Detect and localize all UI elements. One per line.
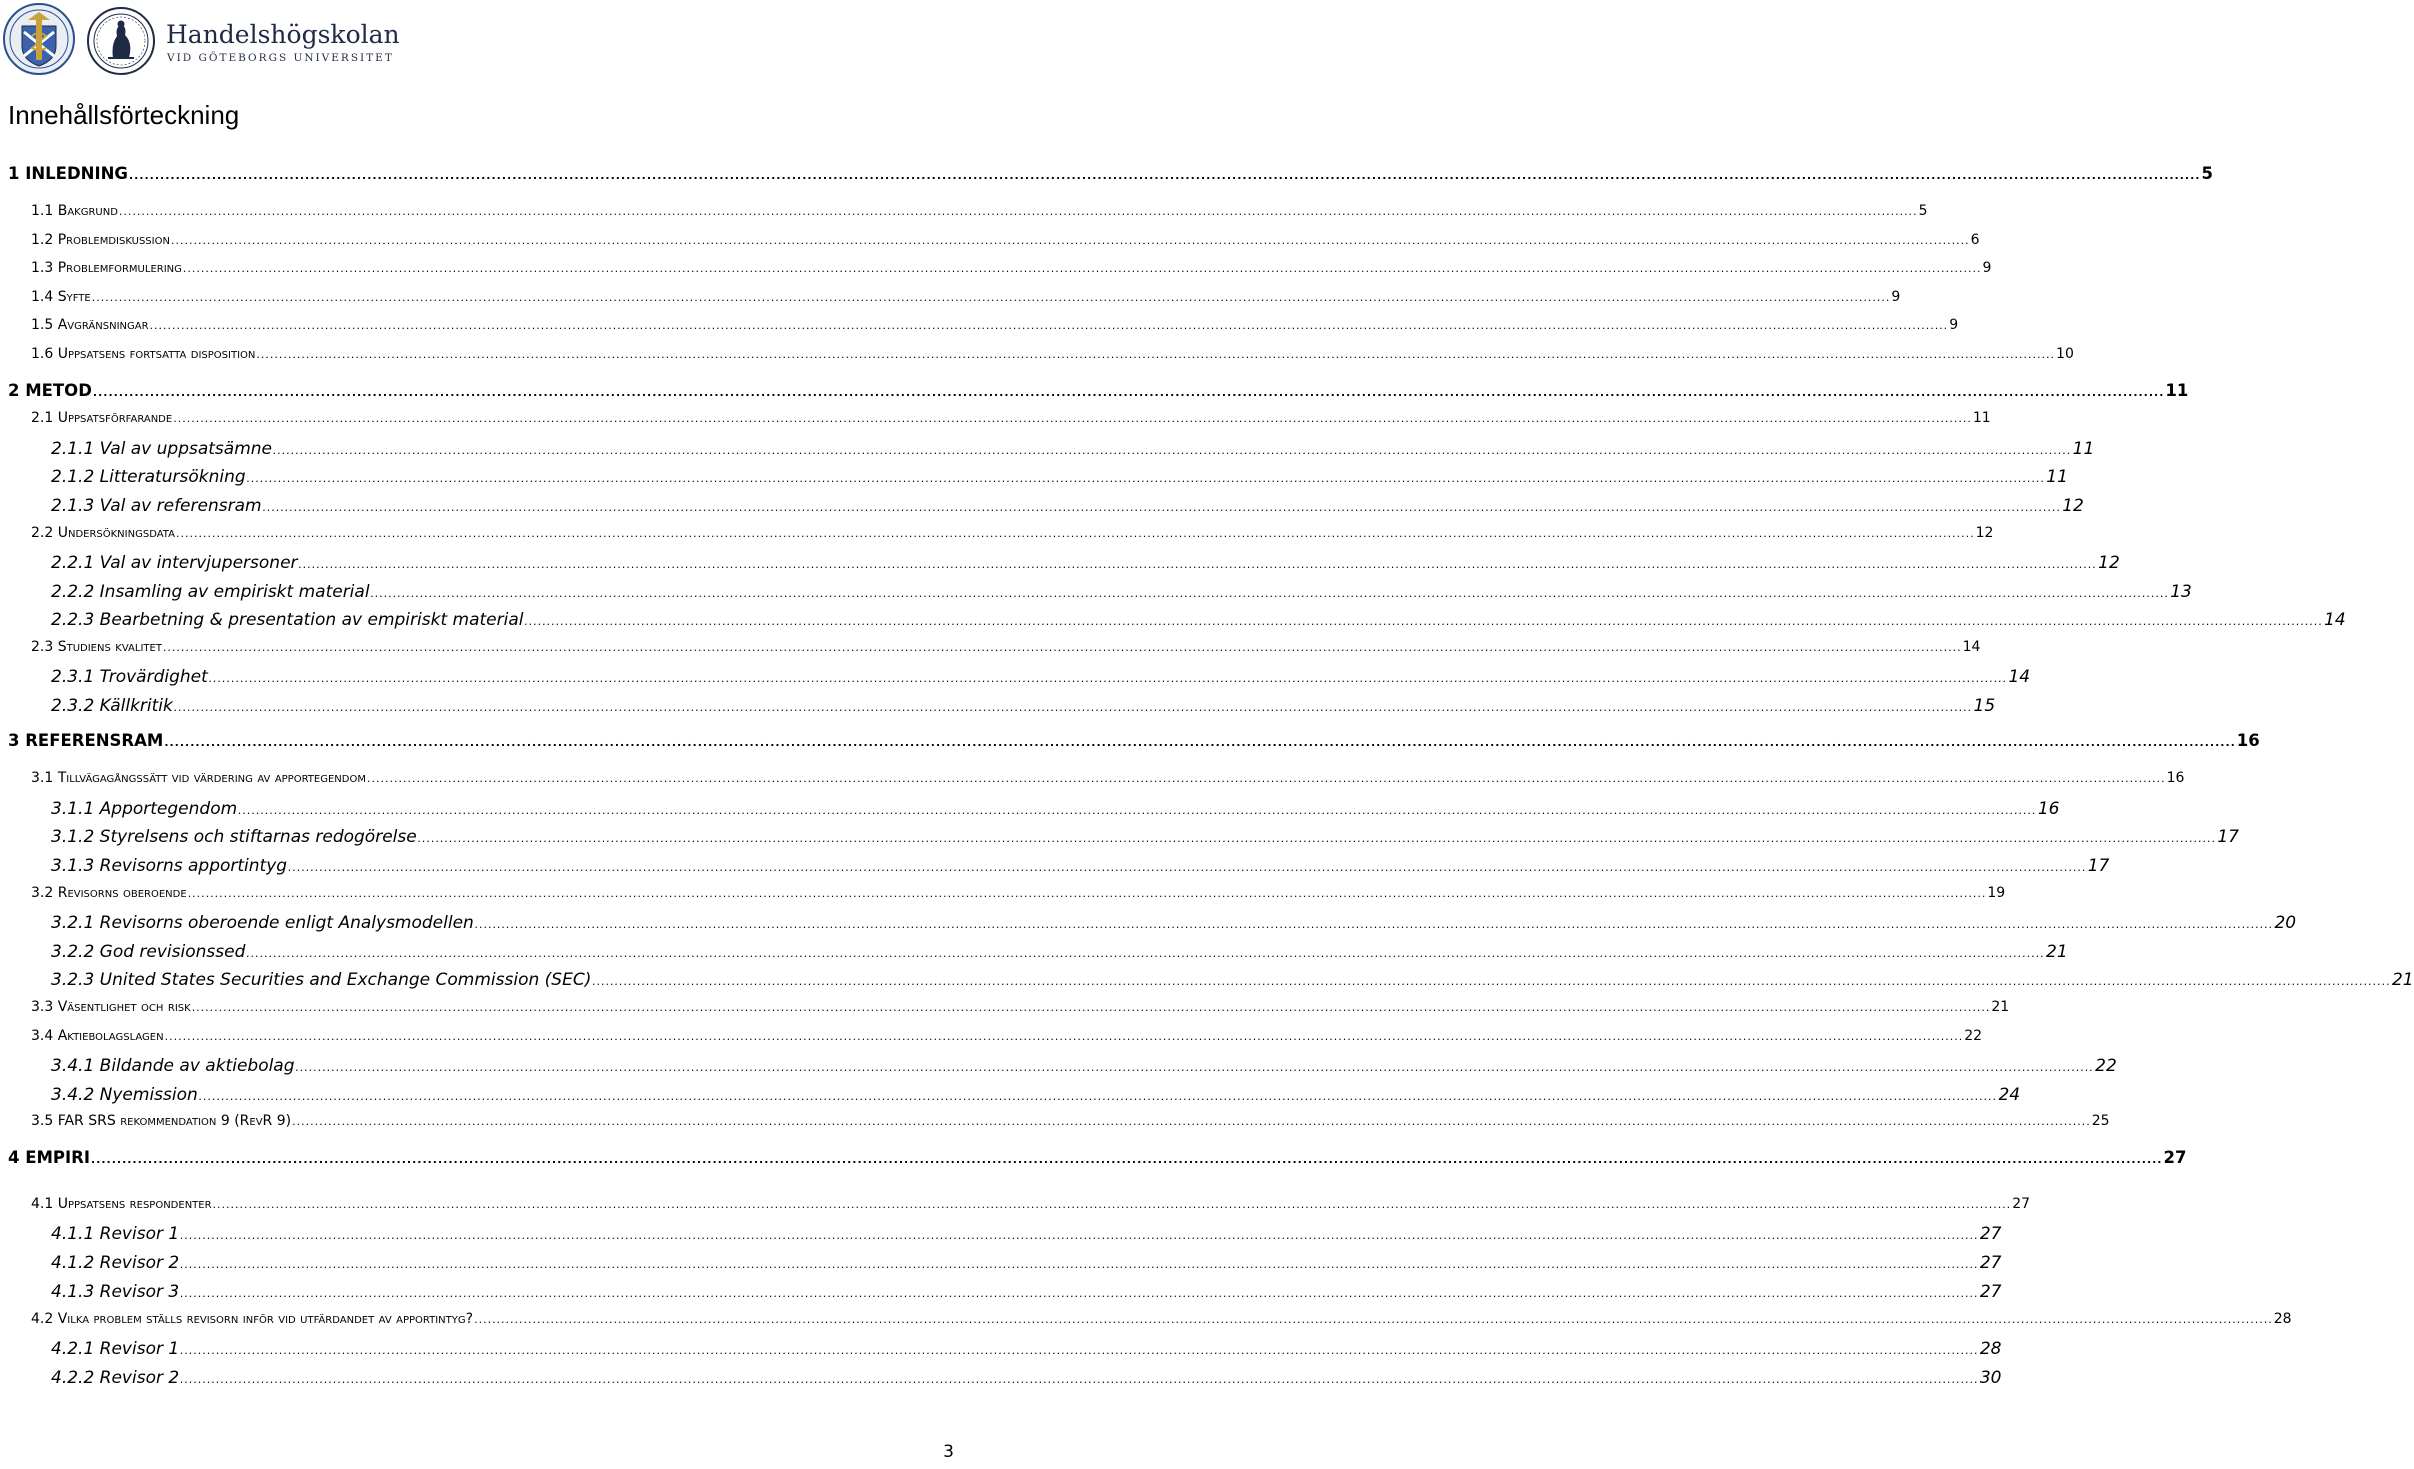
- toc-entry-sub[interactable]: [51, 1253, 2002, 1273]
- toc-leader-dots: ................................................................................................................................................................................................................................................................................................................................................................................................................: [208, 672, 2008, 685]
- toc-entry-section[interactable]: [31, 639, 1981, 655]
- toc-entry-sub[interactable]: [51, 1085, 2021, 1105]
- toc-entry-page: 6: [1970, 232, 1980, 248]
- institution-name: Handelshögskolan: [166, 20, 400, 49]
- toc-entry-section[interactable]: [31, 999, 2010, 1015]
- toc-leader-dots: ................................................................................................................................................................................................................................................................................................................................................................................................................: [162, 641, 1962, 654]
- toc-leader-dots: ................................................................................................................................................................................................................................................................................................................................................................................................................: [592, 975, 2391, 988]
- toc-entry-section[interactable]: [31, 346, 2074, 362]
- toc-entry-title: 2.1.2 Litteratursökning: [51, 467, 246, 487]
- toc-entry-sub[interactable]: [51, 582, 2192, 602]
- toc-entry-page: 5: [1918, 203, 1928, 219]
- toc-entry-section[interactable]: [31, 260, 1992, 276]
- toc-entry-page: 12: [2062, 496, 2084, 516]
- toc-leader-dots: ................................................................................................................................................................................................................................................................................................................................................................................................................: [91, 1153, 2163, 1166]
- toc-entry-title: 2.3.1 Trovärdighet: [51, 667, 208, 687]
- toc-leader-dots: ................................................................................................................................................................................................................................................................................................................................................................................................................: [295, 1061, 2095, 1074]
- toc-entry-title: 2.2.3 Bearbetning & presentation av empiriskt material: [51, 610, 524, 630]
- toc-entry-section[interactable]: [31, 410, 1991, 426]
- toc-entry-section[interactable]: [31, 289, 1901, 305]
- toc-entry-section[interactable]: [31, 232, 1980, 248]
- toc-entry-page: 12: [2098, 553, 2120, 573]
- toc-entry-page: 27: [1979, 1282, 2002, 1302]
- toc-entry-title: 4.2 Vilka problem ställs revisorn inför vid utfärdandet av apportintyg?: [31, 1311, 474, 1327]
- page-number: 3: [943, 1442, 954, 1462]
- toc-entry-page: 9: [1949, 317, 1959, 333]
- toc-leader-dots: ................................................................................................................................................................................................................................................................................................................................................................................................................: [238, 804, 2037, 817]
- toc-leader-dots: ................................................................................................................................................................................................................................................................................................................................................................................................................: [292, 1115, 2091, 1128]
- toc-entry-page: 15: [1973, 696, 1996, 716]
- toc-entry-title: 3.4 Aktiebolagslagen: [31, 1028, 164, 1044]
- toc-entry-title: 3.2.2 God revisionssed: [51, 942, 246, 962]
- toc-title: Innehållsförteckning: [8, 100, 240, 130]
- toc-leader-dots: ................................................................................................................................................................................................................................................................................................................................................................................................................: [366, 772, 2166, 785]
- toc-entry-page: 14: [1962, 639, 1981, 655]
- toc-leader-dots: ................................................................................................................................................................................................................................................................................................................................................................................................................: [91, 291, 1891, 304]
- toc-entry-title: 1.1 Bakgrund: [31, 203, 118, 219]
- toc-leader-dots: ................................................................................................................................................................................................................................................................................................................................................................................................................: [92, 386, 2165, 399]
- toc-entry-chapter[interactable]: [8, 381, 2189, 400]
- toc-entry-sub[interactable]: [51, 1339, 2002, 1359]
- toc-entry-title: 3.3 Väsentlighet och risk: [31, 999, 191, 1015]
- toc-entry-title: 4 EMPIRI: [8, 1148, 90, 1167]
- toc-entry-page: 24: [1998, 1085, 2021, 1105]
- toc-entry-sub[interactable]: [51, 1368, 2002, 1388]
- toc-entry-title: 2 METOD: [8, 381, 92, 400]
- toc-leader-dots: ................................................................................................................................................................................................................................................................................................................................................................................................................: [524, 615, 2324, 628]
- toc-entry-sub[interactable]: [51, 496, 2084, 516]
- toc-leader-dots: ................................................................................................................................................................................................................................................................................................................................................................................................................: [173, 701, 1973, 714]
- toc-entry-page: 16: [2037, 799, 2060, 819]
- toc-entry-sub[interactable]: [51, 696, 1996, 716]
- toc-entry-section[interactable]: [31, 317, 1959, 333]
- toc-entry-title: 3.4.2 Nyemission: [51, 1085, 198, 1105]
- toc-entry-title: 3.4.1 Bildande av aktiebolag: [51, 1056, 295, 1076]
- toc-entry-section[interactable]: [31, 1113, 2110, 1129]
- toc-entry-page: 21: [2391, 970, 2414, 990]
- toc-entry-sub[interactable]: [51, 1224, 2002, 1244]
- toc-leader-dots: ................................................................................................................................................................................................................................................................................................................................................................................................................: [173, 412, 1972, 425]
- toc-entry-title: 2.1.1 Val av uppsatsämne: [51, 439, 272, 459]
- toc-entry-page: 16: [2166, 770, 2185, 786]
- toc-entry-page: 20: [2274, 913, 2297, 933]
- toc-entry-title: 2.2.2 Insamling av empiriskt material: [51, 582, 370, 602]
- toc-entry-page: 27: [1979, 1224, 2002, 1244]
- toc-entry-title: 2.1 Uppsatsförfarande: [31, 410, 173, 426]
- toc-entry-page: 28: [2273, 1311, 2292, 1327]
- toc-entry-page: 11: [2046, 467, 2068, 487]
- toc-leader-dots: ................................................................................................................................................................................................................................................................................................................................................................................................................: [262, 501, 2062, 514]
- toc-entry-page: 19: [1987, 885, 2006, 901]
- toc-leader-dots: ................................................................................................................................................................................................................................................................................................................................................................................................................: [180, 1258, 1979, 1271]
- toc-entry-section[interactable]: [31, 525, 1994, 541]
- toc-entry-title: 1.3 Problemformulering: [31, 260, 182, 276]
- toc-leader-dots: ................................................................................................................................................................................................................................................................................................................................................................................................................: [164, 1030, 1964, 1043]
- toc-entry-title: 3 REFERENSRAM: [8, 731, 164, 750]
- toc-entry-page: 5: [2201, 164, 2213, 183]
- toc-entry-page: 11: [2165, 381, 2189, 400]
- toc-entry-chapter[interactable]: [8, 164, 2213, 183]
- toc-entry-sub[interactable]: [51, 856, 2110, 876]
- toc-entry-chapter[interactable]: [8, 731, 2260, 750]
- toc-entry-title: 3.1.3 Revisorns apportintyg: [51, 856, 288, 876]
- toc-entry-title: 1.5 Avgränsningar: [31, 317, 149, 333]
- toc-entry-title: 4.1.2 Revisor 2: [51, 1253, 180, 1273]
- toc-entry-page: 27: [2012, 1196, 2031, 1212]
- toc-entry-title: 1.2 Problemdiskussion: [31, 232, 170, 248]
- toc-leader-dots: ................................................................................................................................................................................................................................................................................................................................................................................................................: [246, 947, 2046, 960]
- toc-entry-page: 9: [1891, 289, 1901, 305]
- toc-leader-dots: ................................................................................................................................................................................................................................................................................................................................................................................................................: [417, 832, 2217, 845]
- toc-leader-dots: ................................................................................................................................................................................................................................................................................................................................................................................................................: [128, 169, 2201, 182]
- toc-entry-sub[interactable]: [51, 439, 2095, 459]
- toc-entry-page: 13: [2170, 582, 2192, 602]
- toc-entry-page: 9: [1982, 260, 1992, 276]
- toc-entry-section[interactable]: [31, 885, 2006, 901]
- toc-entry-title: 1.6 Uppsatsens fortsatta disposition: [31, 346, 256, 362]
- toc-leader-dots: ................................................................................................................................................................................................................................................................................................................................................................................................................: [273, 444, 2072, 457]
- toc-entry-page: 27: [2163, 1148, 2187, 1167]
- toc-entry-page: 14: [2008, 667, 2031, 687]
- toc-leader-dots: ................................................................................................................................................................................................................................................................................................................................................................................................................: [180, 1287, 1979, 1300]
- toc-entry-title: 3.2.1 Revisorns oberoende enligt Analysmodellen: [51, 913, 474, 933]
- toc-entry-page: 14: [2324, 610, 2346, 630]
- toc-leader-dots: ................................................................................................................................................................................................................................................................................................................................................................................................................: [182, 262, 1982, 275]
- toc-entry-title: 3.1.1 Apportegendom: [51, 799, 238, 819]
- toc-leader-dots: ................................................................................................................................................................................................................................................................................................................................................................................................................: [474, 918, 2274, 931]
- toc-entry-page: 11: [1972, 410, 1991, 426]
- toc-entry-sub[interactable]: [51, 553, 2120, 573]
- toc-leader-dots: ................................................................................................................................................................................................................................................................................................................................................................................................................: [180, 1229, 1979, 1242]
- toc-entry-title: 2.2.1 Val av intervjupersoner: [51, 553, 298, 573]
- toc-entry-title: 2.2 Undersökningsdata: [31, 525, 175, 541]
- toc-leader-dots: ................................................................................................................................................................................................................................................................................................................................................................................................................: [180, 1373, 1979, 1386]
- toc-entry-title: 3.2.3 United States Securities and Exchange Commission (SEC): [51, 970, 592, 990]
- toc-entry-section[interactable]: [31, 1196, 2031, 1212]
- toc-entry-title: 3.1 Tillvägagångssätt vid värdering av apportegendom: [31, 770, 366, 786]
- toc-entry-page: 28: [1979, 1339, 2002, 1359]
- toc-leader-dots: ................................................................................................................................................................................................................................................................................................................................................................................................................: [198, 1090, 1998, 1103]
- toc-entry-title: 4.2.2 Revisor 2: [51, 1368, 180, 1388]
- toc-entry-sub[interactable]: [51, 942, 2068, 962]
- toc-entry-sub[interactable]: [51, 827, 2239, 847]
- toc-entry-title: 4.2.1 Revisor 1: [51, 1339, 180, 1359]
- toc-entry-page: 17: [2087, 856, 2110, 876]
- toc-entry-page: 25: [2091, 1113, 2110, 1129]
- toc-entry-title: 4.1.1 Revisor 1: [51, 1224, 180, 1244]
- toc-entry-page: 16: [2236, 731, 2260, 750]
- toc-entry-sub[interactable]: [51, 799, 2060, 819]
- toc-entry-page: 10: [2056, 346, 2074, 362]
- toc-entry-sub[interactable]: [51, 1282, 2002, 1302]
- toc-entry-sub[interactable]: [51, 1056, 2117, 1076]
- toc-entry-section[interactable]: [31, 1028, 1983, 1044]
- toc-entry-page: 11: [2072, 439, 2095, 459]
- toc-leader-dots: ................................................................................................................................................................................................................................................................................................................................................................................................................: [288, 861, 2087, 874]
- toc-leader-dots: ................................................................................................................................................................................................................................................................................................................................................................................................................: [256, 348, 2056, 361]
- toc-entry-page: 17: [2217, 827, 2239, 847]
- toc-entry-page: 12: [1975, 525, 1994, 541]
- toc-leader-dots: ................................................................................................................................................................................................................................................................................................................................................................................................................: [170, 234, 1970, 247]
- toc-leader-dots: ................................................................................................................................................................................................................................................................................................................................................................................................................: [370, 587, 2170, 600]
- toc-leader-dots: ................................................................................................................................................................................................................................................................................................................................................................................................................: [474, 1313, 2273, 1326]
- toc-entry-title: 1 INLEDNING: [8, 164, 128, 183]
- toc-leader-dots: ................................................................................................................................................................................................................................................................................................................................................................................................................: [164, 736, 2236, 749]
- toc-entry-page: 27: [1979, 1253, 2002, 1273]
- toc-leader-dots: ................................................................................................................................................................................................................................................................................................................................................................................................................: [180, 1344, 1979, 1357]
- toc-entry-page: 21: [2046, 942, 2068, 962]
- toc-entry-title: 1.4 Syfte: [31, 289, 91, 305]
- toc-entry-title: 2.3 Studiens kvalitet: [31, 639, 162, 655]
- institution-subtitle: VID GÖTEBORGS UNIVERSITET: [167, 52, 394, 64]
- toc-entry-section[interactable]: [31, 1311, 2292, 1327]
- toc-entry-title: 4.1.3 Revisor 3: [51, 1282, 180, 1302]
- toc-entry-title: 2.1.3 Val av referensram: [51, 496, 262, 516]
- toc-entry-sub[interactable]: [51, 667, 2031, 687]
- toc-entry-page: 30: [1979, 1368, 2002, 1388]
- toc-entry-sub[interactable]: [51, 913, 2297, 933]
- toc-entry-title: 3.5 FAR SRS rekommendation 9 (RevR 9): [31, 1113, 292, 1129]
- toc-leader-dots: ................................................................................................................................................................................................................................................................................................................................................................................................................: [298, 558, 2098, 571]
- toc-entry-sub[interactable]: [51, 610, 2346, 630]
- toc-leader-dots: ................................................................................................................................................................................................................................................................................................................................................................................................................: [212, 1198, 2012, 1211]
- toc-leader-dots: ................................................................................................................................................................................................................................................................................................................................................................................................................: [191, 1001, 1991, 1014]
- toc-entry-title: 4.1 Uppsatsens respondenter: [31, 1196, 212, 1212]
- toc-leader-dots: ................................................................................................................................................................................................................................................................................................................................................................................................................: [118, 205, 1918, 218]
- toc-leader-dots: ................................................................................................................................................................................................................................................................................................................................................................................................................: [246, 472, 2046, 485]
- toc-entry-title: 3.2 Revisorns oberoende: [31, 885, 187, 901]
- toc-entry-section[interactable]: [31, 770, 2185, 786]
- toc-entry-chapter[interactable]: [8, 1148, 2187, 1167]
- toc-entry-sub[interactable]: [51, 970, 2414, 990]
- toc-leader-dots: ................................................................................................................................................................................................................................................................................................................................................................................................................: [187, 887, 1987, 900]
- toc-entry-page: 21: [1991, 999, 2010, 1015]
- toc-leader-dots: ................................................................................................................................................................................................................................................................................................................................................................................................................: [175, 527, 1975, 540]
- toc-entry-title: 2.3.2 Källkritik: [51, 696, 173, 716]
- toc-leader-dots: ................................................................................................................................................................................................................................................................................................................................................................................................................: [149, 319, 1949, 332]
- toc-entry-title: 3.1.2 Styrelsens och stiftarnas redogörelse: [51, 827, 417, 847]
- toc-entry-section[interactable]: [31, 203, 1928, 219]
- toc-entry-page: 22: [2095, 1056, 2117, 1076]
- toc-entry-sub[interactable]: [51, 467, 2068, 487]
- toc-entry-page: 22: [1964, 1028, 1983, 1044]
